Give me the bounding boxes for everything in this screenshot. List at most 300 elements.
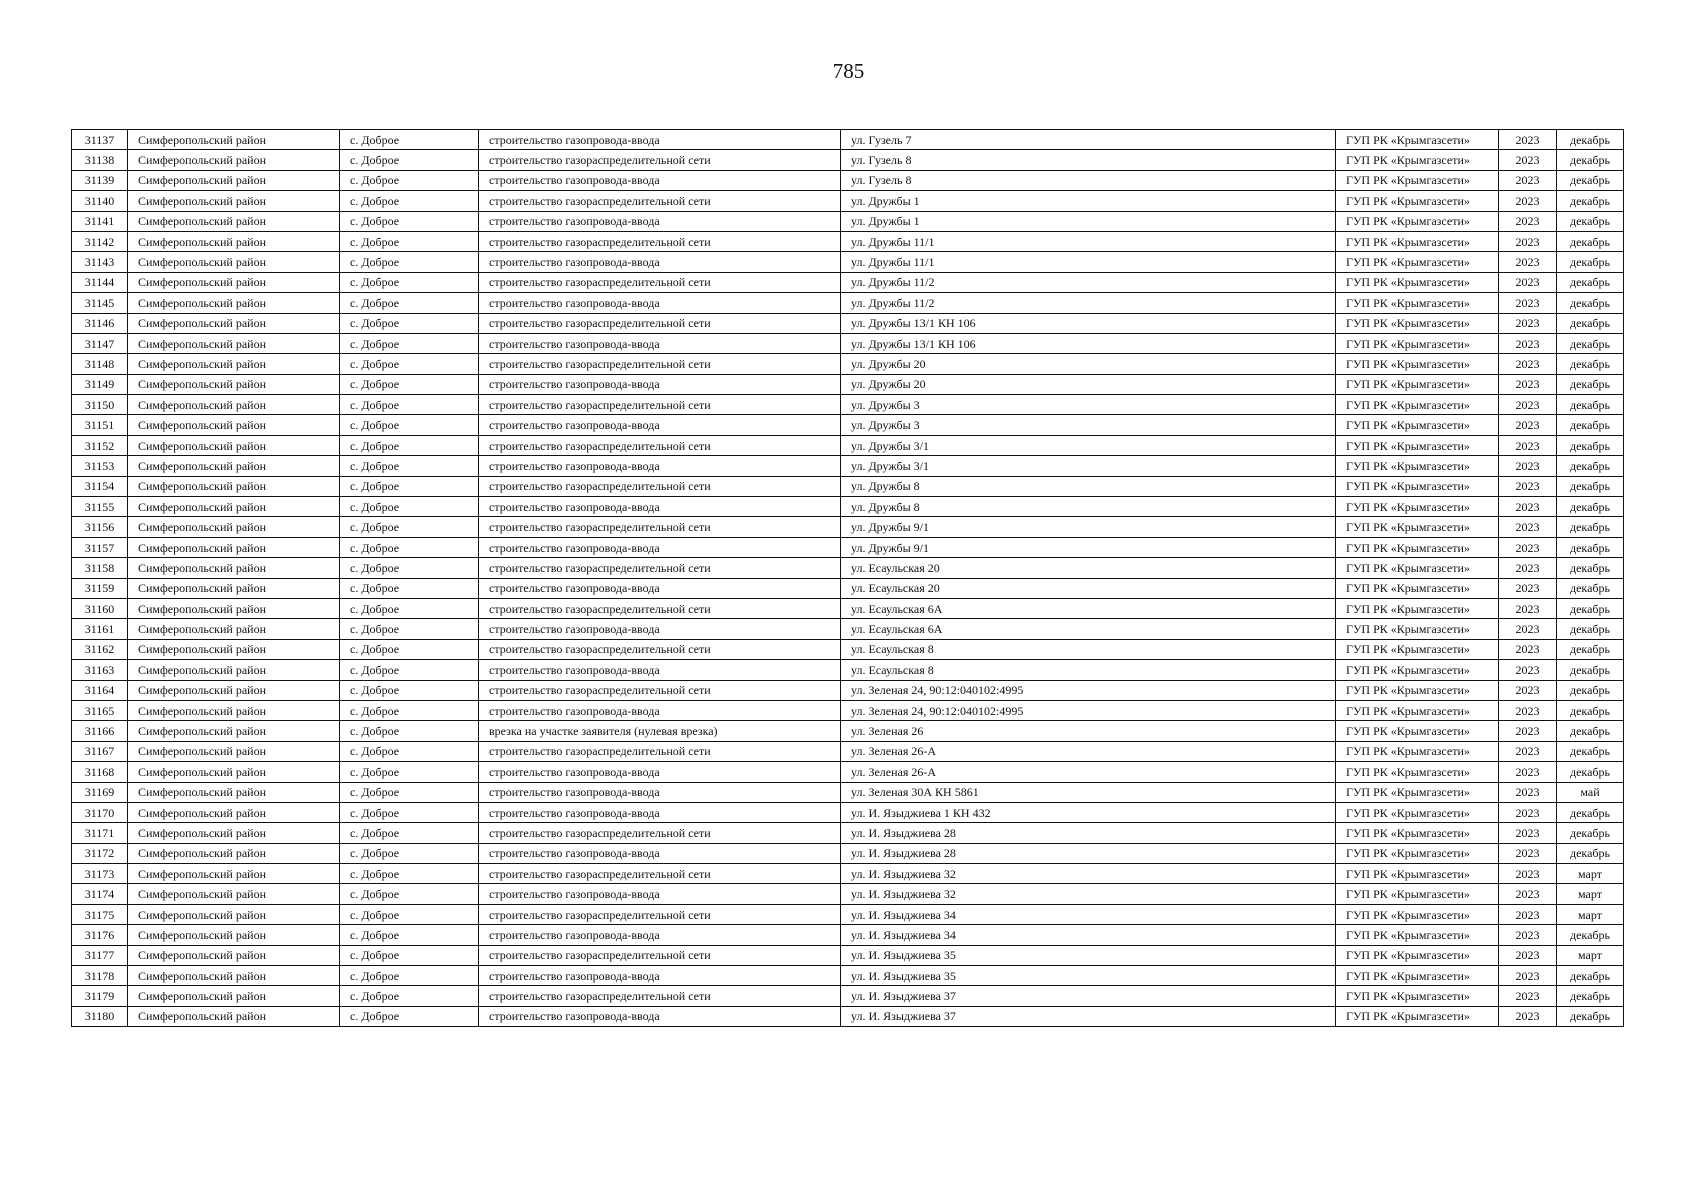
cell-address: ул. Дружбы 8 bbox=[841, 476, 1336, 496]
table-row bbox=[72, 884, 1624, 904]
cell-work-type: строительство газопровода-ввода bbox=[479, 884, 841, 904]
cell-organization: ГУП РК «Крымгазсети» bbox=[1336, 211, 1499, 231]
cell-address: ул. И. Языджиева 34 bbox=[841, 925, 1336, 945]
cell-address: ул. Есаульская 8 bbox=[841, 660, 1336, 680]
cell-organization: ГУП РК «Крымгазсети» bbox=[1336, 598, 1499, 618]
cell-year: 2023 bbox=[1499, 354, 1557, 374]
cell-record-number: 31145 bbox=[72, 293, 128, 313]
cell-organization: ГУП РК «Крымгазсети» bbox=[1336, 884, 1499, 904]
cell-year: 2023 bbox=[1499, 517, 1557, 537]
table-row bbox=[72, 741, 1624, 761]
cell-settlement: с. Доброе bbox=[340, 313, 479, 333]
cell-year: 2023 bbox=[1499, 782, 1557, 802]
cell-settlement: с. Доброе bbox=[340, 802, 479, 822]
cell-settlement: с. Доброе bbox=[340, 558, 479, 578]
cell-record-number: 31159 bbox=[72, 578, 128, 598]
table-row bbox=[72, 578, 1624, 598]
cell-record-number: 31174 bbox=[72, 884, 128, 904]
cell-work-type: строительство газораспределительной сети bbox=[479, 313, 841, 333]
cell-year: 2023 bbox=[1499, 762, 1557, 782]
table-row bbox=[72, 293, 1624, 313]
table-row bbox=[72, 130, 1624, 150]
cell-settlement: с. Доброе bbox=[340, 170, 479, 190]
cell-district: Симферопольский район bbox=[128, 497, 340, 517]
table-row bbox=[72, 354, 1624, 374]
cell-record-number: 31175 bbox=[72, 904, 128, 924]
cell-district: Симферопольский район bbox=[128, 476, 340, 496]
cell-year: 2023 bbox=[1499, 639, 1557, 659]
cell-work-type: строительство газораспределительной сети bbox=[479, 741, 841, 761]
cell-work-type: строительство газораспределительной сети bbox=[479, 476, 841, 496]
cell-settlement: с. Доброе bbox=[340, 660, 479, 680]
cell-district: Симферопольский район bbox=[128, 558, 340, 578]
cell-record-number: 31180 bbox=[72, 1006, 128, 1026]
cell-month: декабрь bbox=[1557, 578, 1624, 598]
cell-record-number: 31163 bbox=[72, 660, 128, 680]
cell-district: Симферопольский район bbox=[128, 537, 340, 557]
cell-address: ул. Зеленая 26-А bbox=[841, 762, 1336, 782]
cell-address: ул. Дружбы 1 bbox=[841, 211, 1336, 231]
table-row bbox=[72, 476, 1624, 496]
cell-address: ул. Зеленая 26-А bbox=[841, 741, 1336, 761]
cell-district: Симферопольский район bbox=[128, 1006, 340, 1026]
cell-organization: ГУП РК «Крымгазсети» bbox=[1336, 537, 1499, 557]
cell-organization: ГУП РК «Крымгазсети» bbox=[1336, 966, 1499, 986]
cell-work-type: строительство газопровода-ввода bbox=[479, 802, 841, 822]
cell-district: Симферопольский район bbox=[128, 578, 340, 598]
cell-year: 2023 bbox=[1499, 374, 1557, 394]
cell-record-number: 31146 bbox=[72, 313, 128, 333]
cell-month: декабрь bbox=[1557, 598, 1624, 618]
cell-address: ул. Зеленая 26 bbox=[841, 721, 1336, 741]
cell-month: декабрь bbox=[1557, 558, 1624, 578]
cell-district: Симферопольский район bbox=[128, 415, 340, 435]
table-row bbox=[72, 252, 1624, 272]
cell-settlement: с. Доброе bbox=[340, 639, 479, 659]
cell-address: ул. Дружбы 3/1 bbox=[841, 456, 1336, 476]
cell-district: Симферопольский район bbox=[128, 904, 340, 924]
cell-month: декабрь bbox=[1557, 313, 1624, 333]
cell-address: ул. И. Языджиева 28 bbox=[841, 823, 1336, 843]
cell-district: Симферопольский район bbox=[128, 945, 340, 965]
cell-address: ул. Есаульская 8 bbox=[841, 639, 1336, 659]
cell-settlement: с. Доброе bbox=[340, 680, 479, 700]
cell-year: 2023 bbox=[1499, 130, 1557, 150]
cell-record-number: 31149 bbox=[72, 374, 128, 394]
table-row bbox=[72, 231, 1624, 251]
cell-year: 2023 bbox=[1499, 700, 1557, 720]
cell-address: ул. Дружбы 1 bbox=[841, 191, 1336, 211]
cell-organization: ГУП РК «Крымгазсети» bbox=[1336, 313, 1499, 333]
table-row bbox=[72, 313, 1624, 333]
cell-address: ул. И. Языджиева 35 bbox=[841, 966, 1336, 986]
cell-district: Симферопольский район bbox=[128, 456, 340, 476]
cell-year: 2023 bbox=[1499, 231, 1557, 251]
cell-work-type: строительство газопровода-ввода bbox=[479, 374, 841, 394]
cell-organization: ГУП РК «Крымгазсети» bbox=[1336, 904, 1499, 924]
cell-month: декабрь bbox=[1557, 762, 1624, 782]
page-number: 785 bbox=[832, 59, 865, 83]
cell-organization: ГУП РК «Крымгазсети» bbox=[1336, 374, 1499, 394]
cell-district: Симферопольский район bbox=[128, 313, 340, 333]
cell-settlement: с. Доброе bbox=[340, 517, 479, 537]
cell-settlement: с. Доброе bbox=[340, 497, 479, 517]
cell-record-number: 31140 bbox=[72, 191, 128, 211]
table-row bbox=[72, 1006, 1624, 1026]
cell-work-type: строительство газораспределительной сети bbox=[479, 272, 841, 292]
cell-address: ул. Дружбы 11/1 bbox=[841, 231, 1336, 251]
cell-work-type: строительство газораспределительной сети bbox=[479, 435, 841, 455]
cell-settlement: с. Доброе bbox=[340, 843, 479, 863]
cell-month: май bbox=[1557, 782, 1624, 802]
table-row bbox=[72, 517, 1624, 537]
cell-settlement: с. Доброе bbox=[340, 1006, 479, 1026]
table-row bbox=[72, 639, 1624, 659]
cell-address: ул. Дружбы 9/1 bbox=[841, 517, 1336, 537]
cell-month: декабрь bbox=[1557, 517, 1624, 537]
cell-month: декабрь bbox=[1557, 619, 1624, 639]
cell-organization: ГУП РК «Крымгазсети» bbox=[1336, 558, 1499, 578]
cell-settlement: с. Доброе bbox=[340, 293, 479, 313]
table-row bbox=[72, 802, 1624, 822]
cell-district: Симферопольский район bbox=[128, 660, 340, 680]
cell-year: 2023 bbox=[1499, 680, 1557, 700]
table-row bbox=[72, 660, 1624, 680]
cell-organization: ГУП РК «Крымгазсети» bbox=[1336, 130, 1499, 150]
cell-work-type: строительство газораспределительной сети bbox=[479, 823, 841, 843]
cell-year: 2023 bbox=[1499, 252, 1557, 272]
cell-district: Симферопольский район bbox=[128, 864, 340, 884]
cell-year: 2023 bbox=[1499, 884, 1557, 904]
cell-month: март bbox=[1557, 864, 1624, 884]
cell-month: декабрь bbox=[1557, 272, 1624, 292]
cell-district: Симферопольский район bbox=[128, 211, 340, 231]
cell-settlement: с. Доброе bbox=[340, 884, 479, 904]
cell-settlement: с. Доброе bbox=[340, 150, 479, 170]
cell-settlement: с. Доброе bbox=[340, 619, 479, 639]
cell-month: декабрь bbox=[1557, 456, 1624, 476]
cell-work-type: строительство газораспределительной сети bbox=[479, 517, 841, 537]
table-row bbox=[72, 762, 1624, 782]
cell-organization: ГУП РК «Крымгазсети» bbox=[1336, 272, 1499, 292]
cell-work-type: строительство газопровода-ввода bbox=[479, 578, 841, 598]
cell-month: декабрь bbox=[1557, 741, 1624, 761]
cell-year: 2023 bbox=[1499, 925, 1557, 945]
cell-district: Симферопольский район bbox=[128, 843, 340, 863]
cell-address: ул. Зеленая 24, 90:12:040102:4995 bbox=[841, 680, 1336, 700]
cell-address: ул. Гузель 8 bbox=[841, 150, 1336, 170]
cell-organization: ГУП РК «Крымгазсети» bbox=[1336, 660, 1499, 680]
cell-district: Симферопольский район bbox=[128, 252, 340, 272]
cell-month: декабрь bbox=[1557, 191, 1624, 211]
cell-district: Симферопольский район bbox=[128, 639, 340, 659]
cell-month: декабрь bbox=[1557, 231, 1624, 251]
cell-settlement: с. Доброе bbox=[340, 130, 479, 150]
cell-organization: ГУП РК «Крымгазсети» bbox=[1336, 170, 1499, 190]
cell-record-number: 31148 bbox=[72, 354, 128, 374]
cell-year: 2023 bbox=[1499, 211, 1557, 231]
cell-settlement: с. Доброе bbox=[340, 762, 479, 782]
table-row bbox=[72, 945, 1624, 965]
cell-work-type: строительство газораспределительной сети bbox=[479, 558, 841, 578]
cell-address: ул. Есаульская 6А bbox=[841, 598, 1336, 618]
cell-address: ул. Зеленая 24, 90:12:040102:4995 bbox=[841, 700, 1336, 720]
cell-district: Симферопольский район bbox=[128, 802, 340, 822]
cell-district: Симферопольский район bbox=[128, 170, 340, 190]
cell-record-number: 31138 bbox=[72, 150, 128, 170]
cell-year: 2023 bbox=[1499, 660, 1557, 680]
cell-district: Симферопольский район bbox=[128, 130, 340, 150]
cell-record-number: 31152 bbox=[72, 435, 128, 455]
cell-district: Симферопольский район bbox=[128, 823, 340, 843]
cell-address: ул. Дружбы 3 bbox=[841, 415, 1336, 435]
cell-settlement: с. Доброе bbox=[340, 700, 479, 720]
table-row bbox=[72, 925, 1624, 945]
cell-record-number: 31139 bbox=[72, 170, 128, 190]
cell-work-type: строительство газопровода-ввода bbox=[479, 211, 841, 231]
cell-record-number: 31150 bbox=[72, 395, 128, 415]
table-row bbox=[72, 435, 1624, 455]
cell-district: Симферопольский район bbox=[128, 272, 340, 292]
table-row bbox=[72, 904, 1624, 924]
cell-district: Симферопольский район bbox=[128, 150, 340, 170]
cell-address: ул. Дружбы 20 bbox=[841, 354, 1336, 374]
cell-month: декабрь bbox=[1557, 497, 1624, 517]
cell-organization: ГУП РК «Крымгазсети» bbox=[1336, 762, 1499, 782]
cell-month: декабрь bbox=[1557, 986, 1624, 1006]
cell-settlement: с. Доброе bbox=[340, 721, 479, 741]
cell-record-number: 31167 bbox=[72, 741, 128, 761]
cell-record-number: 31177 bbox=[72, 945, 128, 965]
cell-work-type: строительство газопровода-ввода bbox=[479, 782, 841, 802]
cell-organization: ГУП РК «Крымгазсети» bbox=[1336, 639, 1499, 659]
cell-organization: ГУП РК «Крымгазсети» bbox=[1336, 864, 1499, 884]
cell-address: ул. Дружбы 9/1 bbox=[841, 537, 1336, 557]
cell-settlement: с. Доброе bbox=[340, 191, 479, 211]
cell-organization: ГУП РК «Крымгазсети» bbox=[1336, 823, 1499, 843]
cell-organization: ГУП РК «Крымгазсети» bbox=[1336, 150, 1499, 170]
cell-address: ул. Зеленая 30А КН 5861 bbox=[841, 782, 1336, 802]
table-row bbox=[72, 864, 1624, 884]
cell-year: 2023 bbox=[1499, 170, 1557, 190]
table-row bbox=[72, 619, 1624, 639]
cell-address: ул. И. Языджиева 1 КН 432 bbox=[841, 802, 1336, 822]
cell-year: 2023 bbox=[1499, 802, 1557, 822]
cell-record-number: 31151 bbox=[72, 415, 128, 435]
cell-work-type: строительство газораспределительной сети bbox=[479, 639, 841, 659]
cell-record-number: 31179 bbox=[72, 986, 128, 1006]
table-row bbox=[72, 170, 1624, 190]
cell-record-number: 31155 bbox=[72, 497, 128, 517]
cell-settlement: с. Доброе bbox=[340, 374, 479, 394]
cell-district: Симферопольский район bbox=[128, 517, 340, 537]
cell-district: Симферопольский район bbox=[128, 333, 340, 353]
cell-settlement: с. Доброе bbox=[340, 435, 479, 455]
table-row bbox=[72, 272, 1624, 292]
cell-work-type: врезка на участке заявителя (нулевая врезка) bbox=[479, 721, 841, 741]
cell-year: 2023 bbox=[1499, 966, 1557, 986]
table-row bbox=[72, 537, 1624, 557]
cell-work-type: строительство газораспределительной сети bbox=[479, 986, 841, 1006]
cell-organization: ГУП РК «Крымгазсети» bbox=[1336, 191, 1499, 211]
table-row bbox=[72, 333, 1624, 353]
cell-settlement: с. Доброе bbox=[340, 741, 479, 761]
cell-address: ул. И. Языджиева 37 bbox=[841, 986, 1336, 1006]
cell-month: март bbox=[1557, 884, 1624, 904]
cell-work-type: строительство газопровода-ввода bbox=[479, 333, 841, 353]
cell-work-type: строительство газопровода-ввода bbox=[479, 415, 841, 435]
cell-district: Симферопольский район bbox=[128, 680, 340, 700]
cell-address: ул. Есаульская 6А bbox=[841, 619, 1336, 639]
cell-organization: ГУП РК «Крымгазсети» bbox=[1336, 333, 1499, 353]
cell-work-type: строительство газораспределительной сети bbox=[479, 150, 841, 170]
cell-work-type: строительство газораспределительной сети bbox=[479, 191, 841, 211]
cell-month: декабрь bbox=[1557, 843, 1624, 863]
cell-work-type: строительство газораспределительной сети bbox=[479, 680, 841, 700]
cell-district: Симферопольский район bbox=[128, 986, 340, 1006]
cell-month: декабрь bbox=[1557, 660, 1624, 680]
cell-organization: ГУП РК «Крымгазсети» bbox=[1336, 252, 1499, 272]
cell-year: 2023 bbox=[1499, 191, 1557, 211]
table-row bbox=[72, 395, 1624, 415]
cell-record-number: 31161 bbox=[72, 619, 128, 639]
table-row bbox=[72, 191, 1624, 211]
cell-work-type: строительство газораспределительной сети bbox=[479, 354, 841, 374]
cell-district: Симферопольский район bbox=[128, 700, 340, 720]
cell-month: декабрь bbox=[1557, 374, 1624, 394]
cell-month: декабрь bbox=[1557, 721, 1624, 741]
cell-organization: ГУП РК «Крымгазсети» bbox=[1336, 497, 1499, 517]
cell-organization: ГУП РК «Крымгазсети» bbox=[1336, 782, 1499, 802]
cell-work-type: строительство газопровода-ввода bbox=[479, 130, 841, 150]
cell-address: ул. Дружбы 11/2 bbox=[841, 272, 1336, 292]
table-row bbox=[72, 700, 1624, 720]
cell-organization: ГУП РК «Крымгазсети» bbox=[1336, 354, 1499, 374]
cell-district: Симферопольский район bbox=[128, 598, 340, 618]
cell-record-number: 31170 bbox=[72, 802, 128, 822]
cell-year: 2023 bbox=[1499, 456, 1557, 476]
cell-record-number: 31166 bbox=[72, 721, 128, 741]
cell-work-type: строительство газопровода-ввода bbox=[479, 660, 841, 680]
cell-settlement: с. Доброе bbox=[340, 966, 479, 986]
cell-work-type: строительство газопровода-ввода bbox=[479, 537, 841, 557]
cell-work-type: строительство газораспределительной сети bbox=[479, 945, 841, 965]
cell-organization: ГУП РК «Крымгазсети» bbox=[1336, 741, 1499, 761]
cell-year: 2023 bbox=[1499, 435, 1557, 455]
cell-address: ул. И. Языджиева 32 bbox=[841, 884, 1336, 904]
cell-month: декабрь bbox=[1557, 333, 1624, 353]
cell-district: Симферопольский район bbox=[128, 619, 340, 639]
table-body bbox=[72, 130, 1624, 1027]
cell-work-type: строительство газопровода-ввода bbox=[479, 843, 841, 863]
cell-address: ул. И. Языджиева 28 bbox=[841, 843, 1336, 863]
cell-organization: ГУП РК «Крымгазсети» bbox=[1336, 1006, 1499, 1026]
cell-record-number: 31171 bbox=[72, 823, 128, 843]
cell-district: Симферопольский район bbox=[128, 354, 340, 374]
cell-work-type: строительство газопровода-ввода bbox=[479, 762, 841, 782]
cell-record-number: 31142 bbox=[72, 231, 128, 251]
cell-work-type: строительство газораспределительной сети bbox=[479, 904, 841, 924]
cell-record-number: 31176 bbox=[72, 925, 128, 945]
cell-organization: ГУП РК «Крымгазсети» bbox=[1336, 945, 1499, 965]
cell-district: Симферопольский район bbox=[128, 741, 340, 761]
cell-month: март bbox=[1557, 945, 1624, 965]
cell-month: декабрь bbox=[1557, 130, 1624, 150]
cell-record-number: 31164 bbox=[72, 680, 128, 700]
table-row bbox=[72, 680, 1624, 700]
cell-work-type: строительство газопровода-ввода bbox=[479, 925, 841, 945]
table-row bbox=[72, 374, 1624, 394]
cell-record-number: 31143 bbox=[72, 252, 128, 272]
cell-address: ул. Есаульская 20 bbox=[841, 558, 1336, 578]
cell-organization: ГУП РК «Крымгазсети» bbox=[1336, 517, 1499, 537]
cell-settlement: с. Доброе bbox=[340, 456, 479, 476]
cell-organization: ГУП РК «Крымгазсети» bbox=[1336, 721, 1499, 741]
cell-address: ул. Дружбы 3/1 bbox=[841, 435, 1336, 455]
cell-organization: ГУП РК «Крымгазсети» bbox=[1336, 231, 1499, 251]
cell-month: декабрь bbox=[1557, 925, 1624, 945]
cell-district: Симферопольский район bbox=[128, 435, 340, 455]
cell-address: ул. Дружбы 8 bbox=[841, 497, 1336, 517]
cell-work-type: строительство газопровода-ввода bbox=[479, 966, 841, 986]
cell-organization: ГУП РК «Крымгазсети» bbox=[1336, 700, 1499, 720]
cell-settlement: с. Доброе bbox=[340, 925, 479, 945]
cell-district: Симферопольский район bbox=[128, 374, 340, 394]
cell-month: декабрь bbox=[1557, 537, 1624, 557]
cell-month: декабрь bbox=[1557, 1006, 1624, 1026]
cell-record-number: 31160 bbox=[72, 598, 128, 618]
cell-year: 2023 bbox=[1499, 293, 1557, 313]
cell-district: Симферопольский район bbox=[128, 762, 340, 782]
cell-organization: ГУП РК «Крымгазсети» bbox=[1336, 843, 1499, 863]
table-row bbox=[72, 598, 1624, 618]
cell-settlement: с. Доброе bbox=[340, 333, 479, 353]
cell-month: декабрь bbox=[1557, 150, 1624, 170]
cell-year: 2023 bbox=[1499, 333, 1557, 353]
cell-record-number: 31158 bbox=[72, 558, 128, 578]
cell-record-number: 31156 bbox=[72, 517, 128, 537]
cell-month: декабрь bbox=[1557, 293, 1624, 313]
cell-district: Симферопольский район bbox=[128, 721, 340, 741]
table-row bbox=[72, 843, 1624, 863]
cell-work-type: строительство газопровода-ввода bbox=[479, 619, 841, 639]
cell-year: 2023 bbox=[1499, 721, 1557, 741]
cell-district: Симферопольский район bbox=[128, 191, 340, 211]
cell-year: 2023 bbox=[1499, 150, 1557, 170]
cell-settlement: с. Доброе bbox=[340, 864, 479, 884]
cell-record-number: 31169 bbox=[72, 782, 128, 802]
cell-organization: ГУП РК «Крымгазсети» bbox=[1336, 925, 1499, 945]
cell-settlement: с. Доброе bbox=[340, 578, 479, 598]
cell-address: ул. Дружбы 11/1 bbox=[841, 252, 1336, 272]
cell-work-type: строительство газопровода-ввода bbox=[479, 293, 841, 313]
cell-settlement: с. Доброе bbox=[340, 537, 479, 557]
cell-address: ул. Дружбы 11/2 bbox=[841, 293, 1336, 313]
table-row bbox=[72, 211, 1624, 231]
cell-record-number: 31162 bbox=[72, 639, 128, 659]
cell-year: 2023 bbox=[1499, 945, 1557, 965]
table-row bbox=[72, 966, 1624, 986]
cell-year: 2023 bbox=[1499, 598, 1557, 618]
cell-address: ул. Дружбы 20 bbox=[841, 374, 1336, 394]
cell-month: декабрь bbox=[1557, 802, 1624, 822]
table-row bbox=[72, 150, 1624, 170]
cell-settlement: с. Доброе bbox=[340, 823, 479, 843]
cell-settlement: с. Доброе bbox=[340, 986, 479, 1006]
cell-address: ул. И. Языджиева 34 bbox=[841, 904, 1336, 924]
cell-month: декабрь bbox=[1557, 170, 1624, 190]
cell-year: 2023 bbox=[1499, 578, 1557, 598]
